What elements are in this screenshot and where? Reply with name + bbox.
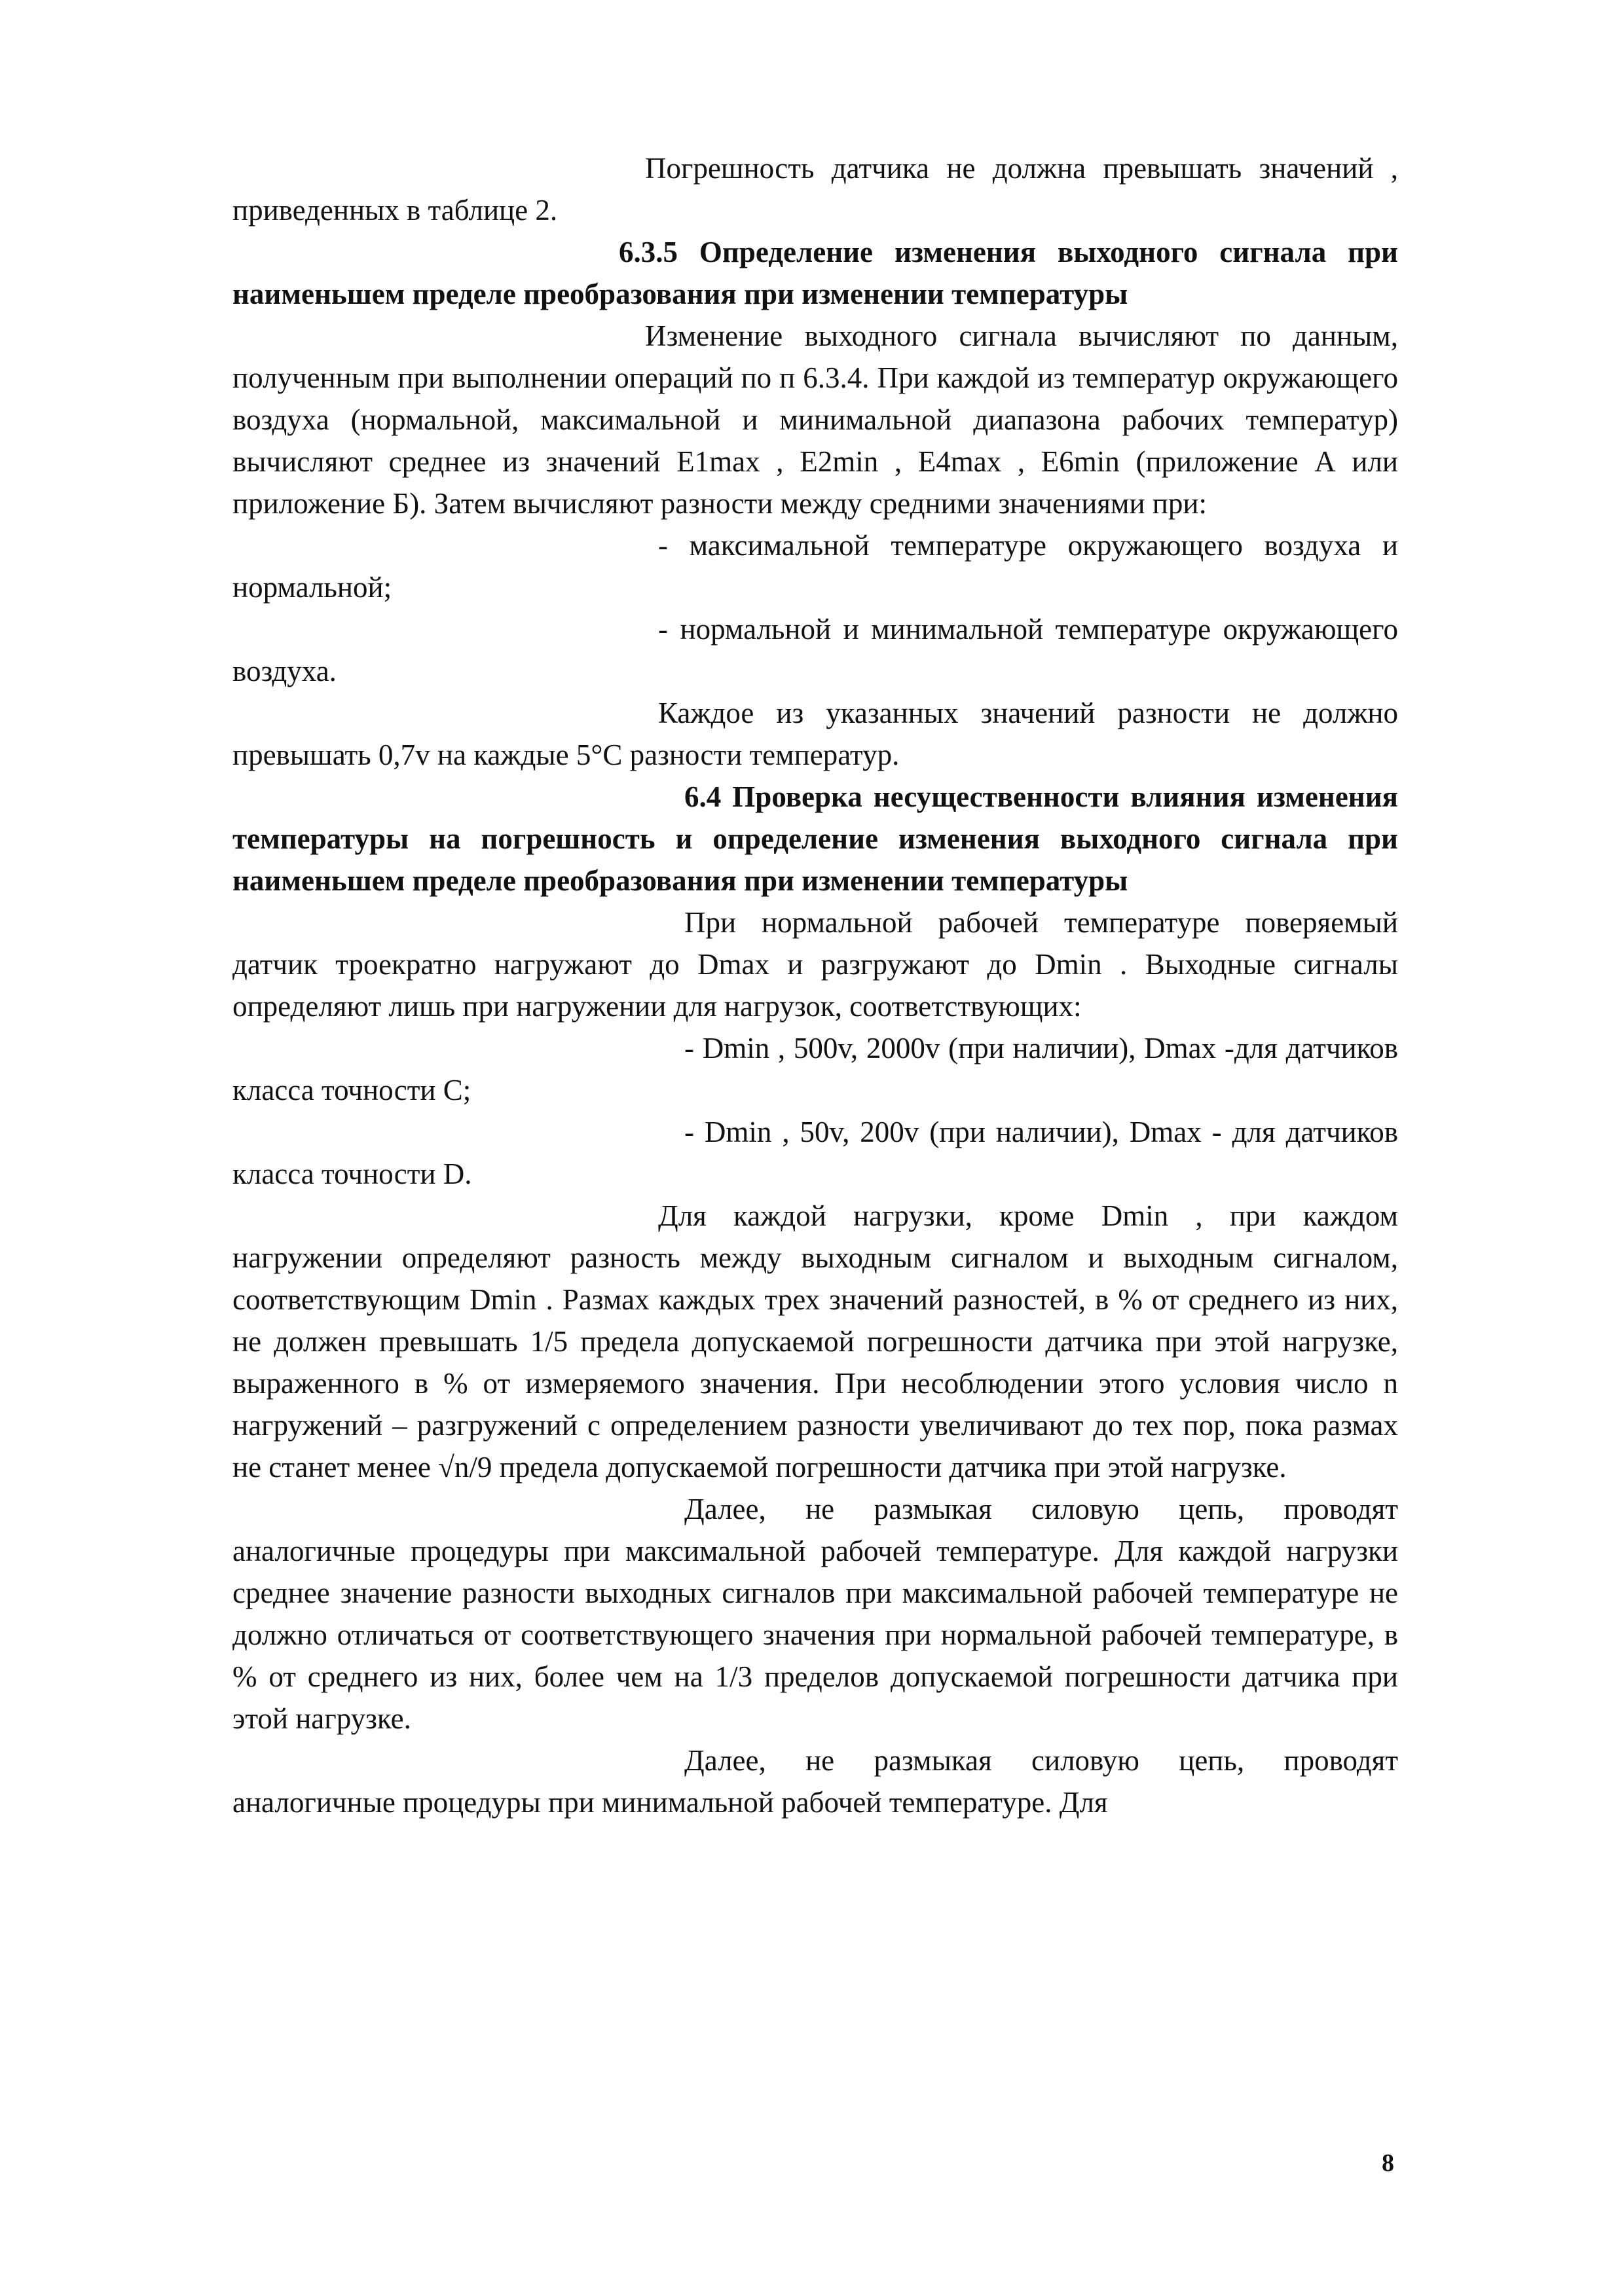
paragraph: При нормальной рабочей температуре поверяемый датчик троекратно нагружают до Dmax и разгружают до Dmin . Выходные сигналы определяют лишь при нагружении для нагрузок, соответствующих: — [232, 906, 1398, 1023]
document-body — [232, 147, 1398, 1823]
paragraph: Погрешность датчика не должна превышать значений , приведенных в таблице 2. — [232, 152, 1398, 227]
paragraph: Далее, не размыкая силовую цепь, проводят аналогичные процедуры при максимальной рабочей температуре. Для каждой нагрузки среднее значение разности выходных сигналов при максимальной рабочей температуре не должно отличаться от соответствующего значения при нормальной рабочей температуре, в % от среднего из них, более чем на 1/3 пределов допускаемой погрешности датчика при этой нагрузке. — [232, 1493, 1398, 1735]
section-heading: 6.4 Проверка несущественности влияния изменения температуры на погрешность и определение изменения выходного сигнала при наименьшем пределе преобразования при изменении температуры — [232, 780, 1398, 897]
list-item: - нормальной и минимальной температуре окружающего воздуха. — [232, 613, 1398, 687]
list-item: - Dmin , 50v, 200v (при наличии), Dmax - для датчиков класса точности D. — [232, 1116, 1398, 1190]
list-item: - максимальной температуре окружающего воздуха и нормальной; — [232, 529, 1398, 604]
paragraph: Далее, не размыкая силовую цепь, проводят аналогичные процедуры при минимальной рабочей температуре. Для — [232, 1744, 1398, 1819]
paragraph: Для каждой нагрузки, кроме Dmin , при каждом нагружении определяют разность между выходным сигналом и выходным сигналом, соответствующим Dmin . Размах каждых трех значений разностей, в % от среднего из них, не должен превышать 1/5 предела допускаемой погрешности датчика при этой нагрузке, выраженного в % от измеряемого значения. При несоблюдении этого условия число n нагружений – разгружений с определением разности увеличивают до тех пор, пока размах не станет менее √n/9 предела допускаемой погрешности датчика при этой нагрузке. — [232, 1199, 1398, 1484]
paragraph: Изменение выходного сигнала вычисляют по данным, полученным при выполнении операций по п 6.3.4. При каждой из температур окружающего воздуха (нормальной, максимальной и минимальной диапазона рабочих температур) вычисляют среднее из значений E1max , E2min , E4max , E6min (приложение А или приложение Б). Затем вычисляют разности между средними значениями при: — [232, 319, 1398, 520]
list-item: - Dmin , 500v, 2000v (при наличии), Dmax -для датчиков класса точности С; — [232, 1032, 1398, 1106]
paragraph: Каждое из указанных значений разности не должно превышать 0,7v на каждые 5°С разности температур. — [232, 697, 1398, 771]
page-number: 8 — [1382, 2149, 1394, 2177]
section-heading: 6.3.5 Определение изменения выходного сигнала при наименьшем пределе преобразования при изменении температуры — [232, 236, 1398, 310]
